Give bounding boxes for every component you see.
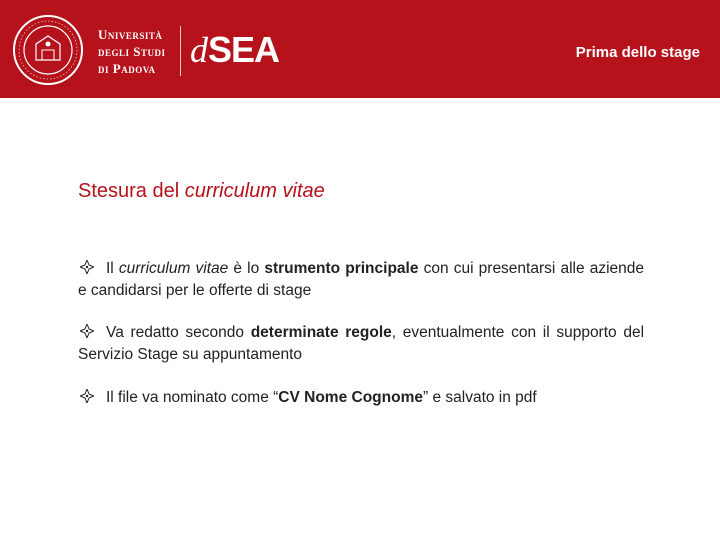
bullet-1-text-1: Il (106, 260, 119, 277)
bullet-2-bold: determinate regole (250, 324, 392, 341)
diamond-bullet-icon (80, 324, 94, 338)
bullet-item-1 (78, 258, 644, 302)
university-name-line-2: degli Studi (98, 44, 166, 59)
dsea-logo (190, 30, 279, 70)
bullet-1-italic: curriculum vitae (118, 260, 229, 277)
logo-divider (180, 26, 181, 76)
bullet-2-text-1: Va redatto secondo (106, 324, 251, 341)
section-title-italic: curriculum vitae (184, 180, 325, 202)
university-name (98, 26, 166, 77)
section-title-prefix: Stesura del (78, 180, 185, 202)
dsea-logo-d: d (190, 30, 208, 70)
university-seal-icon (12, 14, 84, 86)
header-bar (0, 0, 720, 98)
bullet-1-text-2: è lo (228, 260, 265, 277)
bullet-1-bold: strumento principale (264, 260, 419, 277)
bullet-3-text-2: ” e salvato in pdf (422, 389, 537, 406)
bullet-3-bold: CV Nome Cognome (278, 389, 423, 406)
bullet-1-text-3: con cui presentarsi alle aziende e candidarsi per le offerte di stage (78, 260, 645, 299)
dsea-logo-sea: SEA (208, 29, 280, 70)
university-name-line-3: di Padova (98, 61, 156, 76)
bullet-2-text-2: , eventualmente con il supporto del Servizio Stage su appuntamento (78, 324, 645, 363)
section-title (78, 180, 325, 203)
bullet-item-3 (78, 387, 644, 409)
bullet-3-text-1: Il file va nominato come “ (106, 389, 279, 406)
university-name-line-1: Università (98, 27, 163, 42)
bullet-item-2 (78, 322, 644, 366)
header-title: Prima dello stage (575, 44, 700, 61)
diamond-bullet-icon (80, 260, 94, 274)
diamond-bullet-icon (80, 389, 94, 403)
